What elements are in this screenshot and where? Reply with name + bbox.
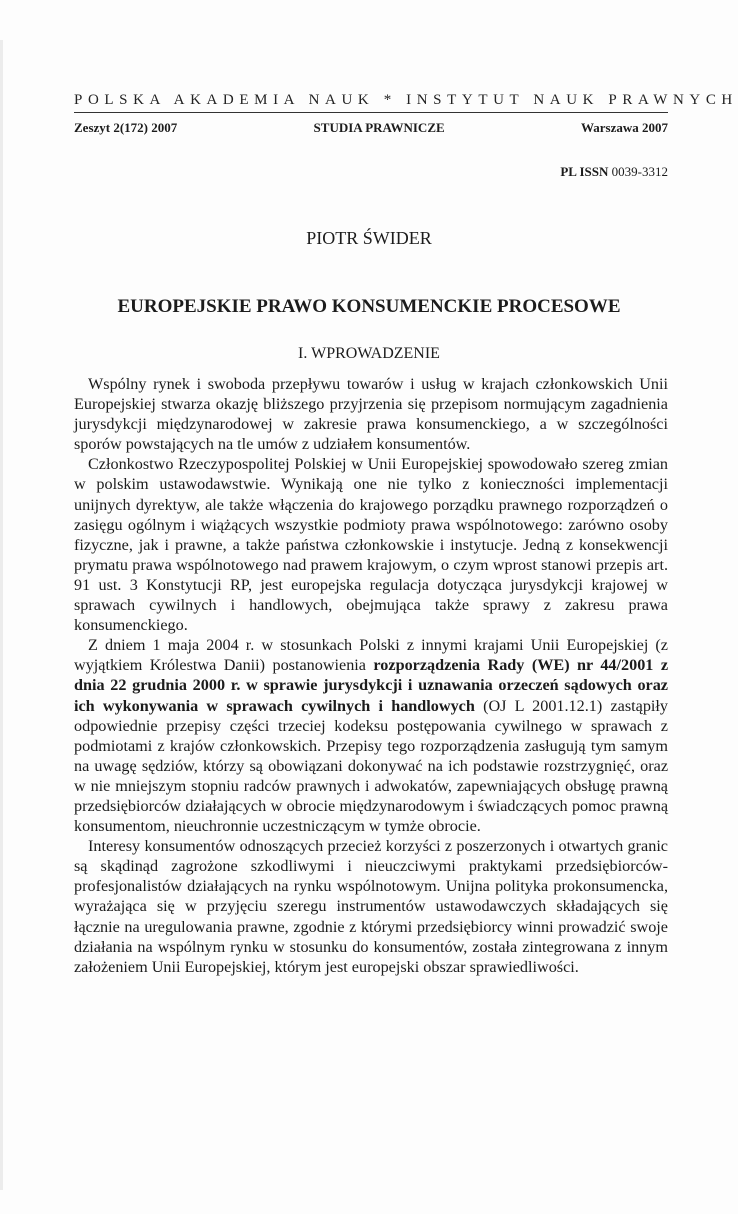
article-title: EUROPEJSKIE PRAWO KONSUMENCKIE PROCESOWE — [117, 296, 621, 317]
journal-name: STUDIA PRAWNICZE — [313, 120, 445, 135]
article-body — [74, 374, 668, 977]
issue-number: Zeszyt 2(172) 2007 — [74, 120, 178, 135]
paragraph: Interesy konsumentów odnoszących przecież korzyści z poszerzonych i otwartych granic są skądinąd zagrożone szkodliwymi i nieuczciwymi praktykami przedsiębiorców-profesjonalistów działających na rynku wspólnotowym. Unijna polityka prokonsumencka, wyrażająca się w przyjęciu szeregu instrumentów ustawodawczych składających się łącznie na uregulowania prawne, zgodnie z którymi przedsiębiorcy winni prowadzić swoje działania na wspólnym rynku w stosunku do konsumentów, została zintegrowana z innym założeniem Unii Europejskiej, którym jest europejski obszar sprawiedliwości. — [74, 837, 668, 976]
header-rule — [74, 112, 668, 113]
paragraph: Wspólny rynek i swoboda przepływu towarów i usług w krajach członkowskich Unii Europejskiej stwarza okazję bliższego przyjrzenia się przepisom normującym zagadnienia jurysdykcji międzynarodowej w zakresie prawa konsumenckiego, a w szczególności sporów powstających na tle umów z udziałem konsumentów. — [74, 375, 668, 454]
section-heading: I. WPROWADZENIE — [298, 345, 440, 362]
issn-label: PL ISSN — [560, 164, 609, 179]
header-row — [74, 120, 668, 136]
paragraph-text: (OJ L 2001.12.1) zastąpiły odpowiednie przepisy części trzeciej kodeksu postępowania cywilnego w sprawach z podmiotami z krajów członkowskich. Przepisy tego rozporządzenia zasługują tym samym na uwagę sędziów, którzy są obowiązani dokonywać na ich podstawie rozstrzygnięć, oraz w nie mniejszym stopniu radców prawnych i adwokatów, zapewniających obsługę prawną przedsiębiorców działających w obrocie międzynarodowym i świadczących pomoc prawną konsumentom, nieuchronnie uczestniczącym w tymże obrocie. — [74, 696, 668, 836]
regulation-citation: rozporządzenia Rady (WE) nr 44/2001 z dnia 22 grudnia 2000 r. w sprawie jurysdykcji i uznawania orzeczeń sądowych oraz ich wykonywania w sprawach cywilnych i handlowych — [74, 656, 668, 715]
publisher-line: POLSKA AKADEMIA NAUK * INSTYTUT NAUK PRAWNYCH — [74, 92, 738, 108]
paragraph-text: Z dniem 1 maja 2004 r. w stosunkach Polski z innymi krajami Unii Europejskiej (z wyjątkiem Królestwa Danii) postanowienia — [74, 636, 668, 675]
paragraph: Członkostwo Rzeczypospolitej Polskiej w Unii Europejskiej spowodowało szereg zmian w polskim ustawodawstwie. Wynikają one nie tylko z konieczności implementacji unijnych dyrektyw, ale także włączenia do krajowego porządku prawnego rozporządzeń o zasięgu ogólnym i wiążących wszystkie podmioty prawa wspólnotowego: zarówno osoby fizyczne, jak i prawne, a także państwa członkowskie i instytucje. Jedną z konsekwencji prymatu prawa wspólnotowego nad prawem krajowym, o czym wprost stanowi przepis art. 91 ust. 3 Konstytucji RP, jest europejska regulacja dotycząca jurysdykcji krajowej w sprawach cywilnych i handlowych, obejmująca także sprawy z zakresu prawa konsumenckiego. — [74, 455, 668, 635]
scan-edge — [0, 40, 3, 1190]
issn-number: 0039-3312 — [611, 164, 668, 179]
issn — [560, 164, 668, 180]
paragraph — [74, 635, 668, 836]
author-name: PIOTR ŚWIDER — [306, 228, 432, 248]
place-year: Warszawa 2007 — [580, 120, 668, 135]
